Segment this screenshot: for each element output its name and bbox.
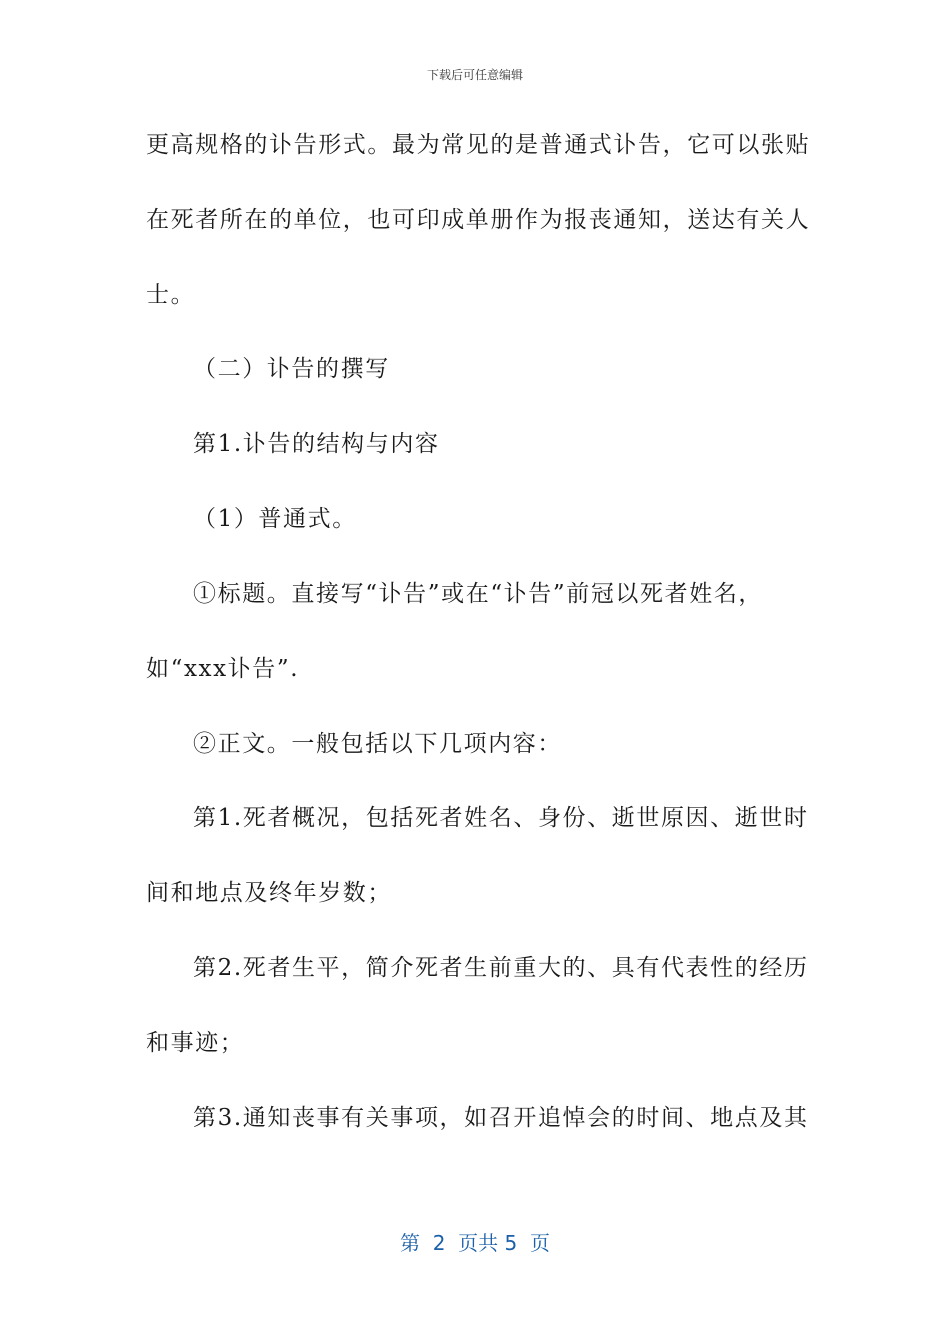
- paragraph-line: 第3.通知丧事有关事项，如召开追悼会的时间、地点及其: [193, 1105, 809, 1131]
- page-number-footer: 第 2 页共 5 页: [400, 1231, 550, 1255]
- subsection-heading: 第1.讣告的结构与内容: [193, 431, 440, 457]
- paragraph-line: ①标题。直接写“讣告”或在“讣告”前冠以死者姓名，: [193, 581, 764, 607]
- paragraph-line: 第1.死者概况，包括死者姓名、身份、逝世原因、逝世时: [193, 805, 809, 831]
- list-heading: （1）普通式。: [193, 506, 357, 532]
- paragraph-line: 间和地点及终年岁数；: [146, 880, 392, 906]
- paragraph-line: ②正文。一般包括以下几项内容：: [193, 731, 562, 757]
- paragraph-line: 如“xxx讣告”.: [146, 656, 300, 682]
- paragraph-line: 和事迹；: [146, 1030, 245, 1056]
- page-header: 下载后可任意编辑: [426, 68, 523, 82]
- paragraph-line: 更高规格的讣告形式。最为常见的是普通式讣告，它可以张贴: [146, 132, 811, 158]
- paragraph-line: 在死者所在的单位，也可印成单册作为报丧通知，送达有关人: [146, 207, 811, 233]
- paragraph-line: 士。: [146, 282, 196, 308]
- section-heading: （二）讣告的撰写: [193, 356, 390, 382]
- paragraph-line: 第2.死者生平，简介死者生前重大的、具有代表性的经历: [193, 955, 809, 981]
